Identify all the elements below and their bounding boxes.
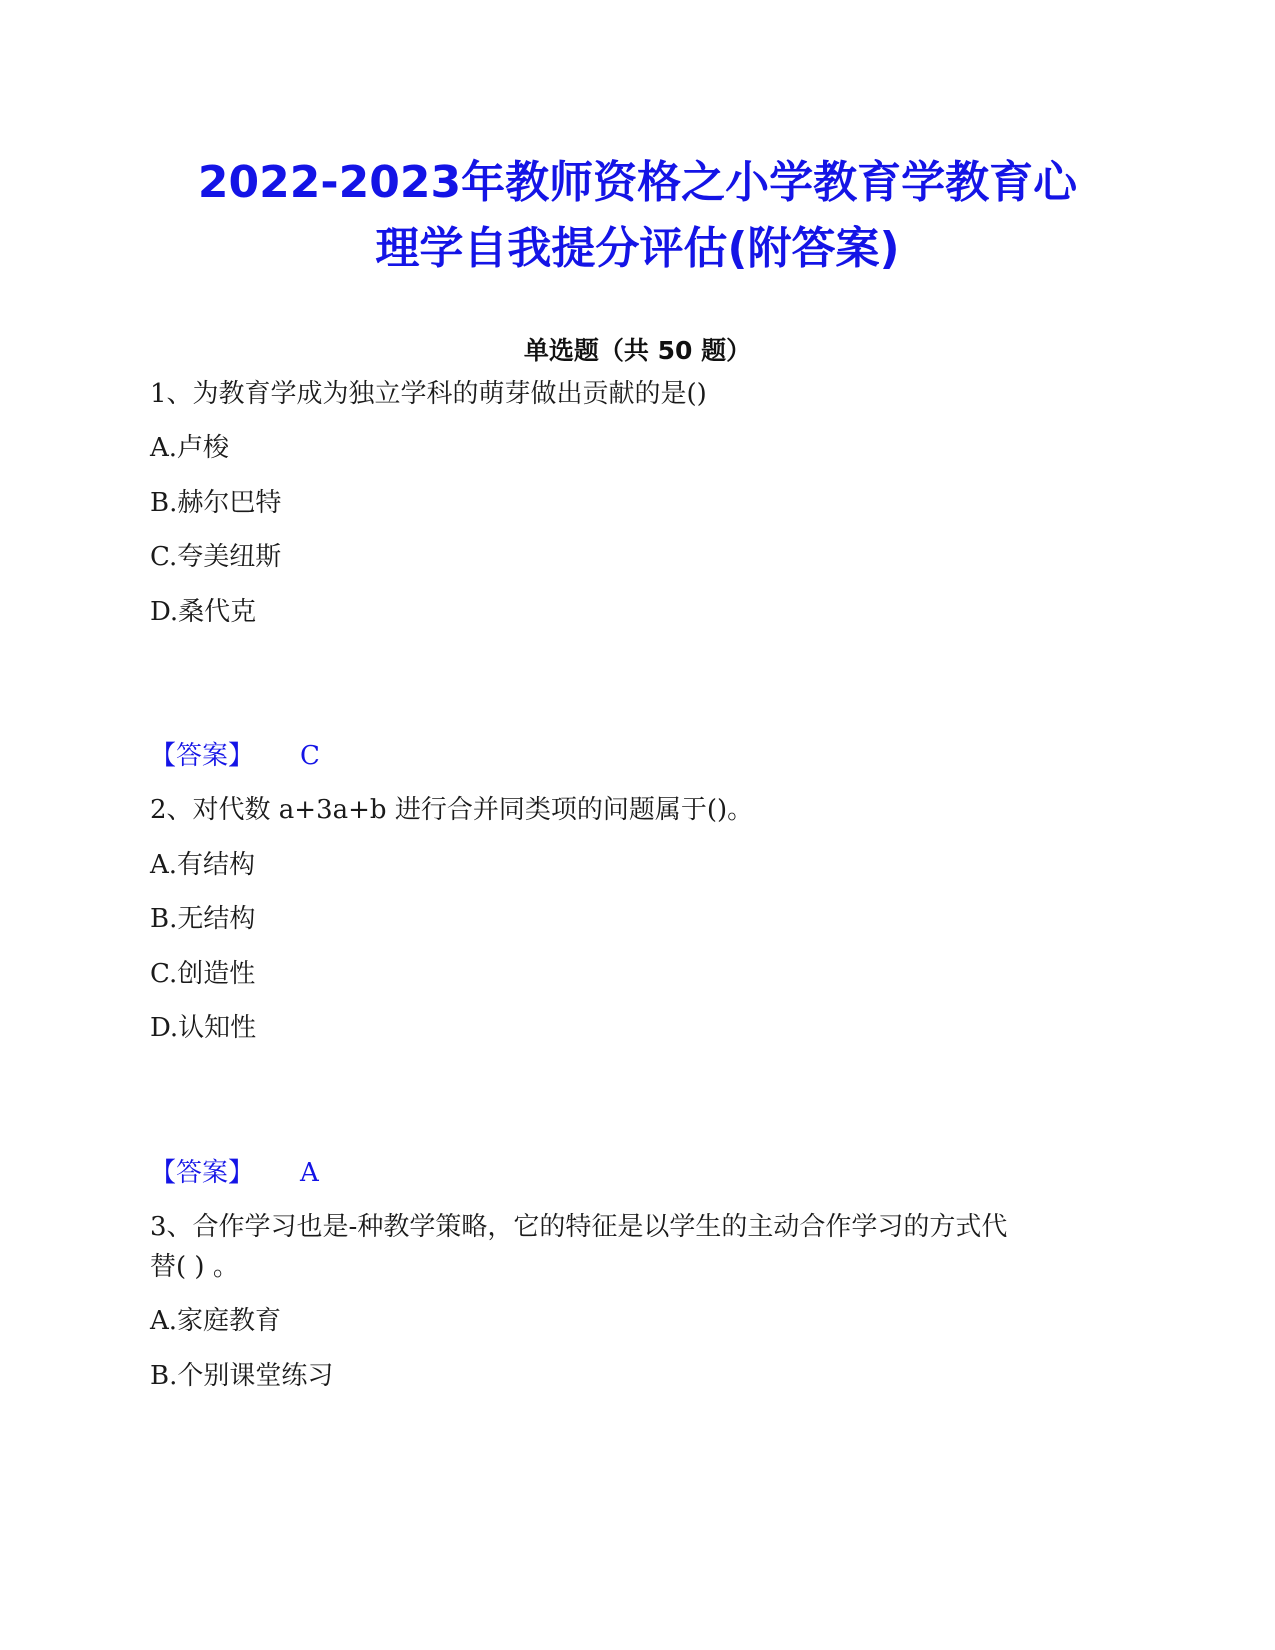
question-1-stem: 1、为教育学成为独立学科的萌芽做出贡献的是() — [150, 379, 707, 409]
answer-label: 【答案】 — [150, 1158, 255, 1188]
answer-label: 【答案】 — [150, 741, 255, 771]
document-title-line-2: 理学自我提分评估(附答案) — [375, 223, 900, 274]
question-1-answer — [150, 736, 320, 776]
question-2-option-a: A.有结构 — [150, 850, 256, 880]
question-1-option-d: D.桑代克 — [150, 597, 257, 627]
question-3-stem-line-1: 3、合作学习也是-种教学策略，它的特征是以学生的主动合作学习的方式代 — [150, 1212, 1008, 1242]
document-title-line-1: 2022-2023年教师资格之小学教育学教育心 — [197, 157, 1078, 208]
question-2-option-c: C.创造性 — [150, 959, 256, 989]
question-3-option-a: A.家庭教育 — [150, 1306, 282, 1336]
question-2-option-b: B.无结构 — [150, 904, 256, 934]
question-1-option-b: B.赫尔巴特 — [150, 488, 282, 518]
document-title — [120, 150, 1155, 282]
question-2-option-d: D.认知性 — [150, 1013, 257, 1043]
question-1-option-a: A.卢梭 — [150, 433, 230, 463]
answer-value: C — [300, 741, 320, 771]
answer-value: A — [300, 1158, 319, 1188]
question-2-answer — [150, 1153, 319, 1193]
question-3-stem-line-2: 替( ) 。 — [150, 1252, 239, 1282]
question-3-option-b: B.个别课堂练习 — [150, 1361, 334, 1391]
question-1-option-c: C.夸美纽斯 — [150, 542, 282, 572]
question-2-stem: 2、对代数 a+3a+b 进行合并同类项的问题属于()。 — [150, 795, 754, 825]
section-heading: 单选题（共 50 题） — [523, 336, 752, 365]
